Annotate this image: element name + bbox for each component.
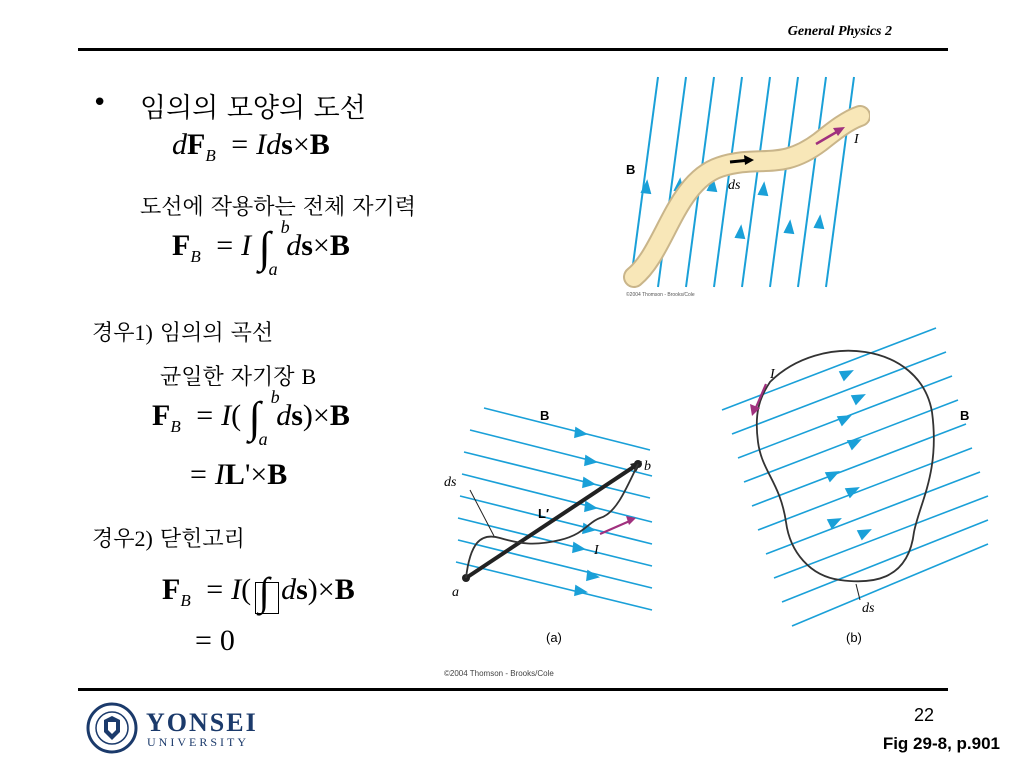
caption-b: (b) bbox=[846, 630, 862, 645]
footer-rule bbox=[78, 688, 948, 691]
label-L-a: L′ bbox=[538, 506, 550, 521]
equation-zero: = 0 bbox=[195, 624, 235, 657]
label-ds-b: ds bbox=[862, 601, 875, 616]
case1-label: 경우1) 임의의 곡선 bbox=[92, 320, 274, 346]
label-I: I bbox=[854, 132, 859, 147]
label-B-b: B bbox=[960, 408, 970, 423]
header-rule bbox=[78, 48, 948, 51]
label-b: b bbox=[644, 459, 651, 474]
label-ds: ds bbox=[728, 178, 741, 193]
caption-a: (a) bbox=[546, 630, 562, 645]
case2-label: 경우2) 닫힌고리 bbox=[92, 526, 245, 552]
field-lines-a bbox=[456, 408, 652, 610]
uniform-field-text: 균일한 자기장 B bbox=[160, 364, 317, 390]
label-ds-a: ds bbox=[444, 475, 457, 490]
equation-IL-cross-B: = IL'×B bbox=[190, 458, 288, 491]
equation-curved-wire: $F_B = I$( ∫ b a ds)×B bbox=[152, 387, 350, 449]
figure-wire-cases bbox=[440, 322, 996, 680]
figure-reference: Fig 29-8, p.901 bbox=[882, 734, 1000, 753]
university-seal bbox=[86, 702, 138, 754]
label-B: B bbox=[626, 162, 636, 177]
course-header: General Physics 2 bbox=[787, 24, 892, 39]
label-a: a bbox=[452, 585, 459, 600]
equation-force-element: $dF_B = Ids\times B$ bbox=[172, 128, 330, 165]
label-B-a: B bbox=[540, 408, 550, 423]
bullet-symbol: • bbox=[92, 88, 108, 118]
page-number: 22 bbox=[913, 705, 934, 725]
ds-pointer-a bbox=[470, 490, 494, 536]
current-arrow-a bbox=[600, 520, 632, 534]
integral-symbol: ∫ b a bbox=[248, 387, 280, 449]
logo-sub: UNIVERSITY bbox=[147, 735, 249, 749]
label-I-b: I bbox=[770, 367, 775, 382]
label-I-a: I bbox=[594, 543, 599, 558]
copyright-top: ©2004 Thomson - Brooks/Cole bbox=[626, 292, 695, 298]
equation-total-force: $F_B = I$ ∫ b a ds×B bbox=[172, 217, 350, 279]
total-force-text: 도선에 작용하는 전체 자기력 bbox=[140, 195, 417, 220]
figure-wire-in-field bbox=[620, 72, 870, 300]
copyright-bottom: ©2004 Thomson - Brooks/Cole bbox=[444, 669, 554, 678]
integral-symbol: ∫ b a bbox=[258, 217, 290, 279]
equation-closed-loop: $F_B = I$( ∫ ds)×B bbox=[162, 569, 355, 614]
closed-integral-symbol: ∫ bbox=[259, 572, 270, 612]
logo-name: YONSEI bbox=[146, 708, 258, 737]
slide-title: 임의의 모양의 도선 bbox=[140, 93, 366, 124]
